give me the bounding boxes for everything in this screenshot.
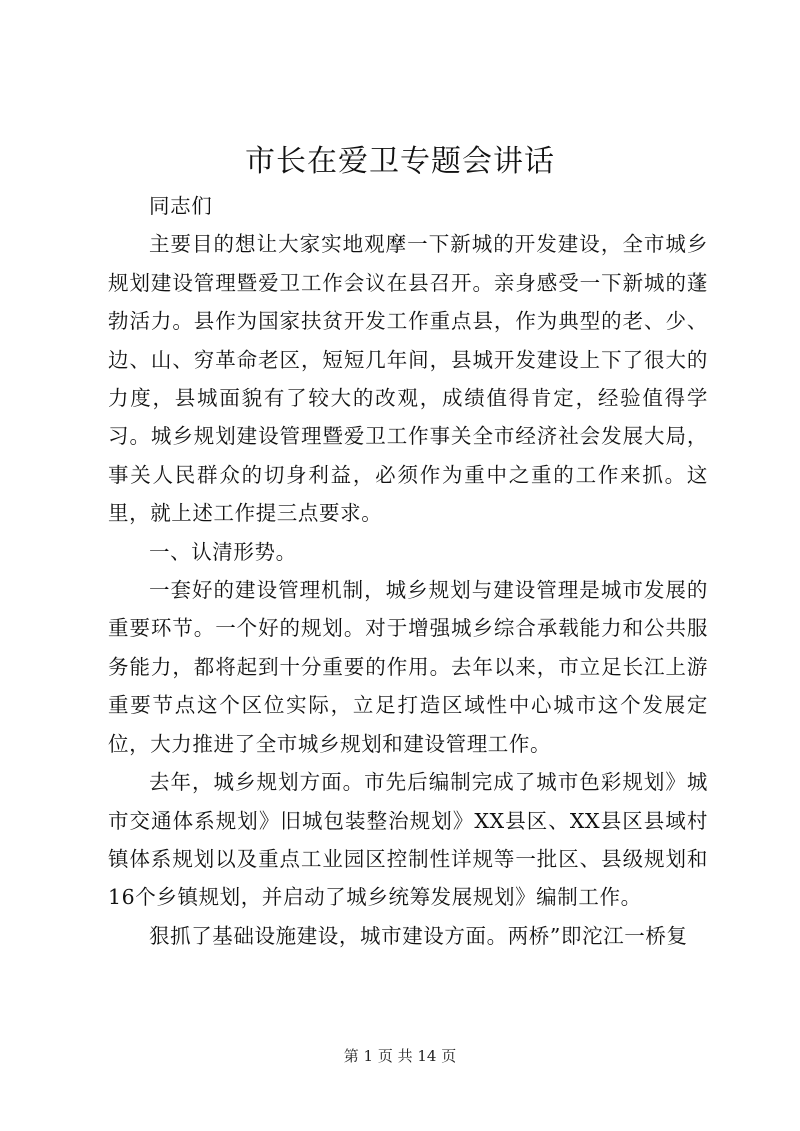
body-paragraph: 一套好的建设管理机制，城乡规划与建设管理是城市发展的重要环节。一个好的规划。对于增强城乡综合承载能力和公共服务能力，都将起到十分重要的作用。去年以来，市立足长江上游重要节点这个区位实际，立足打造区域性中心城市这个发展定位，大力推进了全市城乡规划和建设管理工作。 [108, 578, 708, 756]
document-body [108, 187, 708, 955]
body-paragraph: 狠抓了基础设施建设，城市建设方面。两桥”即沱江一桥复 [149, 923, 688, 948]
page-number-footer: 第 1 页 共 14 页 [343, 1047, 457, 1065]
body-paragraph: 主要目的想让大家实地观摩一下新城的开发建设，全市城乡规划建设管理暨爱卫工作会议在县召开。亲身感受一下新城的蓬勃活力。县作为国家扶贫开发工作重点县，作为典型的老、少、边、山、穷革命老区，短短几年间，县城开发建设上下了很大的力度，县城面貌有了较大的改观，成绩值得肯定，经验值得学习。城乡规划建设管理暨爱卫工作事关全市经济社会发展大局，事关人民群众的切身利益，必须作为重中之重的工作来抓。这里，就上述工作提三点要求。 [108, 232, 708, 526]
salutation-paragraph: 同志们 [149, 194, 213, 218]
document-title: 市长在爱卫专题会讲话 [245, 144, 555, 179]
body-paragraph: 去年，城乡规划方面。市先后编制完成了城市色彩规划》城市交通体系规划》旧城包装整治规划》XX县区、XX县区县域村镇体系规划以及重点工业园区控制性详规等一批区、县级规划和16个乡镇规划，并启动了城乡统筹发展规划》编制工作。 [108, 770, 708, 910]
section-heading: 一、认清形势。 [149, 539, 297, 564]
